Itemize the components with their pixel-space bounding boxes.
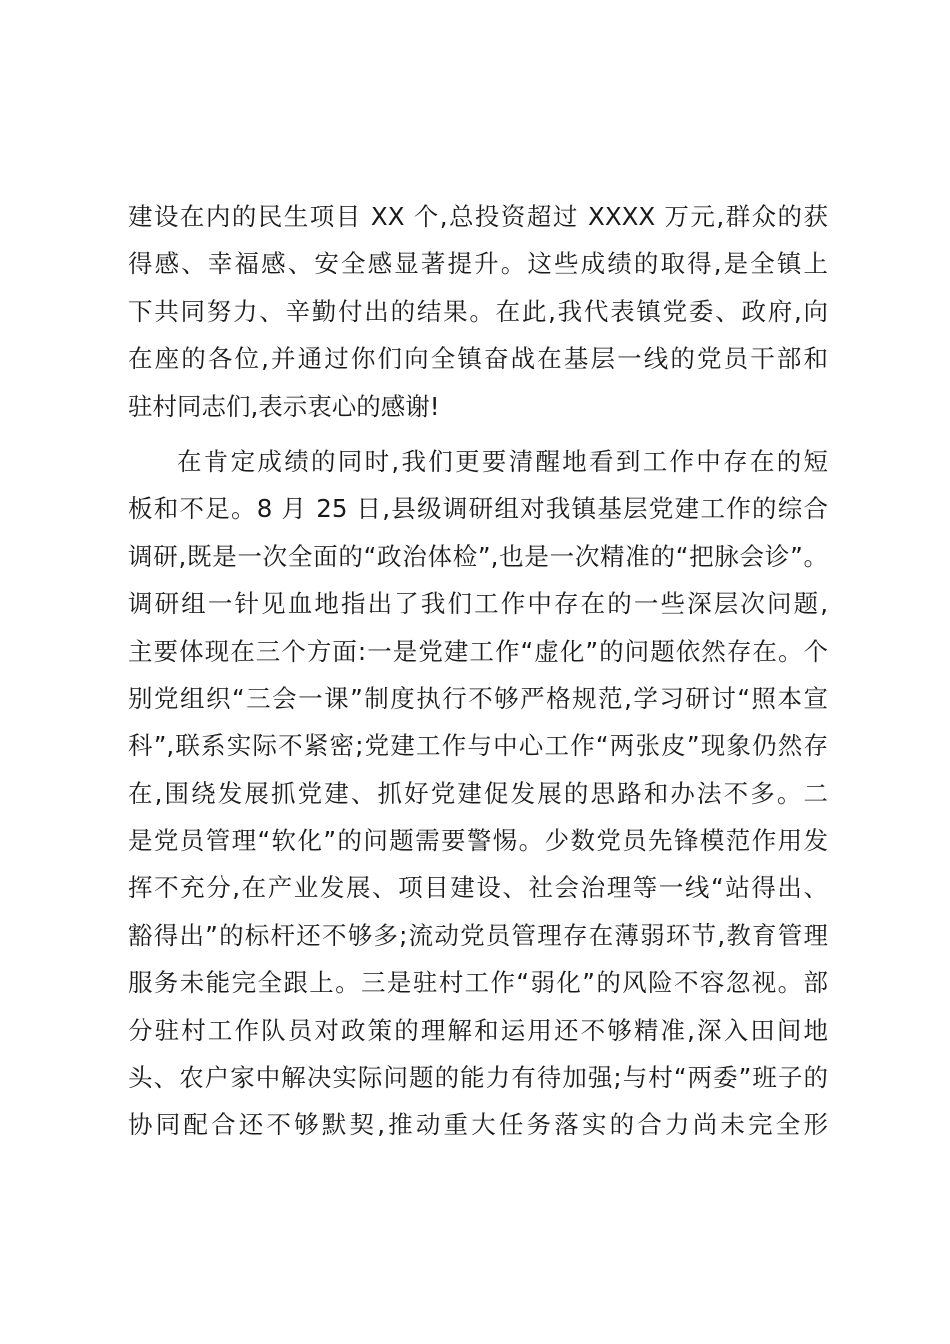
text-line: 在肯定成绩的同时,我们更要清醒地看到工作中存在的短 — [177, 446, 828, 476]
text-line: 驻村同志们,表示衷心的感谢! — [128, 391, 440, 421]
text-line: 板和不足。8 月 25 日,县级调研组对我镇基层党建工作的综合 — [128, 494, 828, 524]
text-line: 别党组织“三会一课”制度执行不够严格规范,学习研讨“照本宣 — [128, 683, 828, 713]
text-line: 得感、幸福感、安全感显著提升。这些成绩的取得,是全镇上 — [128, 249, 828, 279]
text-line: 下共同努力、辛勤付出的结果。在此,我代表镇党委、政府,向 — [128, 296, 828, 326]
text-line: 在,围绕发展抓党建、抓好党建促发展的思路和办法不多。二 — [128, 778, 828, 808]
text-line: 调研,既是一次全面的“政治体检”,也是一次精准的“把脉会诊”。 — [128, 541, 828, 571]
paragraph-gap — [128, 430, 828, 438]
text-line: 调研组一针见血地指出了我们工作中存在的一些深层次问题, — [128, 589, 828, 619]
body-text — [128, 193, 828, 1149]
text-line: 豁得出”的标杆还不够多;流动党员管理存在薄弱环节,教育管理 — [128, 920, 828, 950]
text-line: 挥不充分,在产业发展、项目建设、社会治理等一线“站得出、 — [128, 873, 828, 903]
paragraph-2 — [128, 438, 828, 1149]
text-line: 服务未能完全跟上。三是驻村工作“弱化”的风险不容忽视。部 — [128, 968, 828, 998]
text-line: 协同配合还不够默契,推动重大任务落实的合力尚未完全形 — [128, 1110, 828, 1140]
text-line: 主要体现在三个方面:一是党建工作“虚化”的问题依然存在。个 — [128, 636, 828, 666]
text-line: 建设在内的民生项目 XX 个,总投资超过 XXXX 万元,群众的获 — [128, 202, 828, 231]
text-line: 分驻村工作队员对政策的理解和运用还不够精准,深入田间地 — [128, 1015, 828, 1045]
text-line: 科”,联系实际不紧密;党建工作与中心工作“两张皮”现象仍然存 — [128, 731, 828, 761]
text-line: 在座的各位,并通过你们向全镇奋战在基层一线的党员干部和 — [128, 344, 828, 374]
paragraph-1 — [128, 193, 828, 430]
text-line: 是党员管理“软化”的问题需要警惕。少数党员先锋模范作用发 — [128, 826, 828, 856]
text-line: 头、农户家中解决实际问题的能力有待加强;与村“两委”班子的 — [128, 1063, 828, 1093]
